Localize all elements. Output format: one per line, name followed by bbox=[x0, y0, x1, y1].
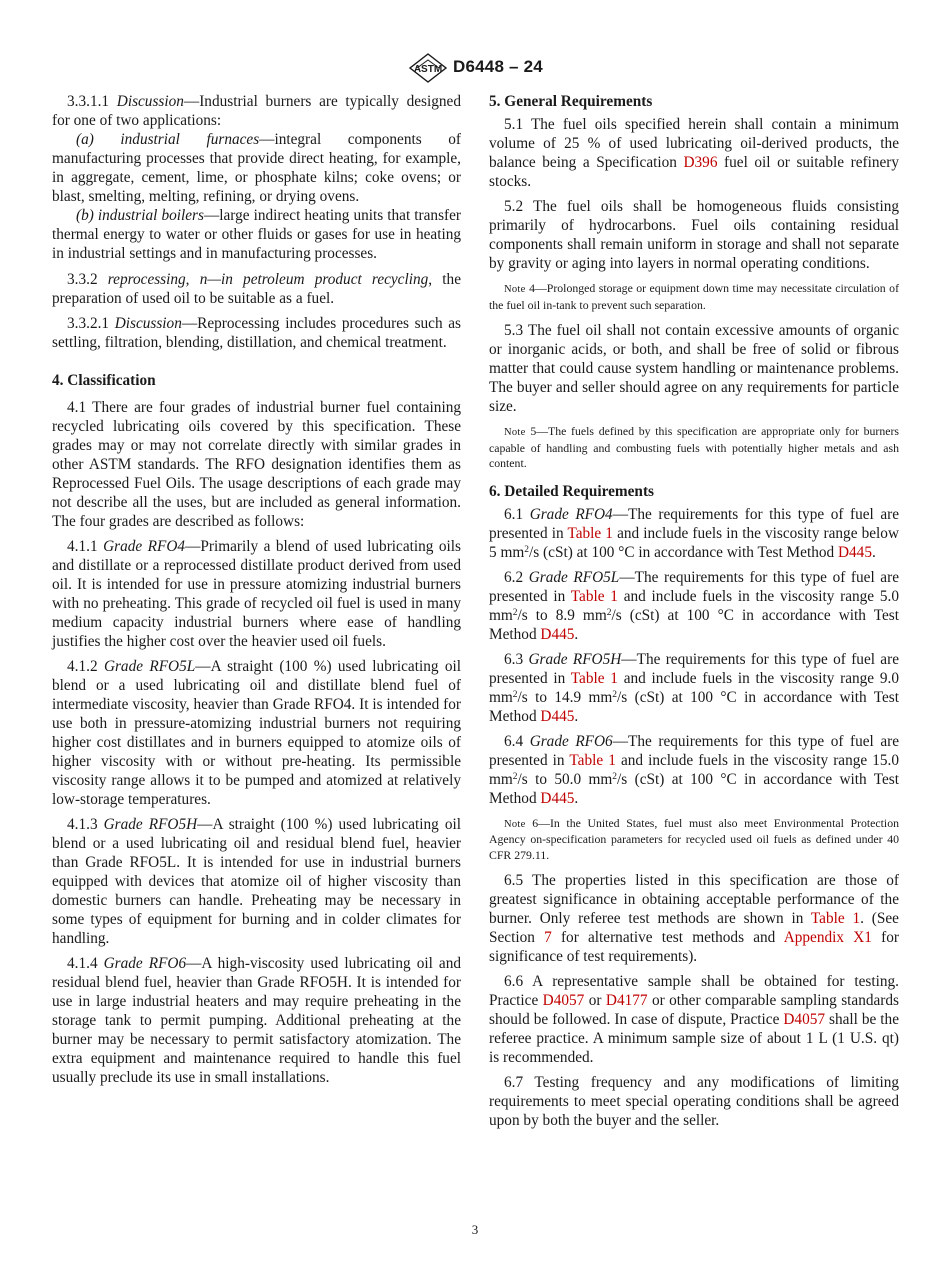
heading-general-requirements: 5. General Requirements bbox=[489, 93, 653, 110]
link-d445[interactable]: D445 bbox=[540, 707, 575, 725]
link-d4057[interactable]: D4057 bbox=[783, 1011, 826, 1028]
astm-logo-icon bbox=[408, 53, 448, 83]
link-d445[interactable]: D445 bbox=[540, 625, 575, 643]
logo-text: ASTM bbox=[413, 64, 443, 75]
section-6-2: 6.2 Grade RFO5L—The requirements for this type of fuel are presented in Table 1 and include fuels in the viscosity range 5.0 $mm^2/s$ to 8.9 $mm^2/s$ (cSt) at 100 °C in accordance with Test Method D445. bbox=[489, 568, 900, 643]
note-5: Note 5—The fuels defined by this specification are appropriate only for burners capable of handling and combusting fuels with potentially higher metals and ash content. bbox=[489, 424, 899, 470]
link-table-1[interactable]: Table 1 bbox=[570, 587, 618, 605]
section-3-3-2-1: 3.3.2.1 Discussion—Reprocessing includes procedures such as settling, filtration, blending, distillation, and chemical treatment. bbox=[52, 315, 461, 351]
left-column bbox=[52, 92, 461, 1093]
section-3-3-2: 3.3.2 reprocessing, n—in petroleum product recycling, the preparation of used oil to be suitable as a fuel. bbox=[52, 271, 461, 307]
right-column bbox=[489, 92, 899, 1136]
link-table-1[interactable]: Table 1 bbox=[567, 524, 613, 542]
link-table-1[interactable]: Table 1 bbox=[570, 669, 618, 687]
section-5-2: 5.2 The fuel oils shall be homogeneous fluids consisting primarily of hydrocarbons. Fuel oils containing residual components shall remain uniform in storage and shall not separate by gravity or aging into layers in normal operating conditions. bbox=[489, 198, 899, 272]
section-6-1: 6.1 Grade RFO4—The requirements for this type of fuel are presented in Table 1 and include fuels in the viscosity range below 5 $mm^2/s$ (cSt) at 100 °C in accordance with Test Method D445. bbox=[489, 505, 899, 561]
section-6-7: 6.7 Testing frequency and any modifications of limiting requirements to meet special operating conditions shall be agreed upon by both the buyer and the seller. bbox=[489, 1074, 899, 1129]
page-number: 3 bbox=[471, 1222, 479, 1237]
link-appendix-x1[interactable]: Appendix X1 bbox=[783, 929, 872, 946]
section-6-5: 6.5 The properties listed in this specification are those of greatest significance in obtaining acceptable performance of the burner. Only referee test methods are shown in Table 1. (See Section 7 for alternative test methods and Appendix X1 for significance of test requirements). bbox=[489, 872, 899, 965]
link-d445[interactable]: D445 bbox=[837, 543, 872, 561]
note-4: Note 4—Prolonged storage or equipment down time may necessitate circulation of the fuel oil in-tank to prevent such separation. bbox=[489, 281, 899, 312]
section-6-4: 6.4 Grade RFO6—The requirements for this type of fuel are presented in Table 1 and include fuels in the viscosity range 15.0 $mm^2/s$ to 50.0 $mm^2/s$ (cSt) at 100 °C in accordance with Test Method D445. bbox=[489, 732, 900, 807]
section-3-3-1-1: 3.3.1.1 Discussion—Industrial burners are typically designed for one of two applications: bbox=[52, 93, 461, 129]
section-5-1: 5.1 The fuel oils specified herein shall contain a minimum volume of 25 % of used lubricating oil-derived products, the balance being a Specification D396 fuel oil or suitable refinery stocks. bbox=[489, 116, 900, 190]
application-a: (a) industrial furnaces—integral components of manufacturing processes that provide direct heating, for example, in aggregate, cement, lime, or phosphate kilns; coke ovens; or blast, smelting, melting, refining, or drying ovens. bbox=[52, 131, 461, 205]
heading-detailed-requirements: 6. Detailed Requirements bbox=[489, 482, 654, 500]
application-b: (b) industrial boilers—large indirect heating units that transfer thermal energy to water or other fluids or gases for use in heating in industrial settings and in manufacturing processes. bbox=[52, 207, 461, 262]
section-4-1: 4.1 There are four grades of industrial burner fuel containing recycled lubricating oils covered by this specification. These grades may or may not correlate directly with similar grades in other ASTM standards. The RFO designation identifies them as Reprocessed Fuel Oils. The usage descriptions of each grade may not describe all the uses, but are included as general information. The four grades are described as follows: bbox=[52, 399, 461, 530]
link-table-1[interactable]: Table 1 bbox=[810, 910, 861, 927]
section-4-1-2: 4.1.2 Grade RFO5L—A straight (100 %) used lubricating oil blend or a used lubricating oil and distillate blend fuel of intermediate viscosity, heavier than Grade RFO4. It is intended for use both in pressure-atomizing industrial burners not requiring higher cost distillates and in burners equipped to atomize oils of higher viscosity with or without pre-heating. Its permissible viscosity range allows it to be pumped and atomized at relatively low-storage temperatures. bbox=[52, 658, 461, 808]
link-d4057[interactable]: D4057 bbox=[542, 992, 585, 1009]
section-6-6: 6.6 A representative sample shall be obtained for testing. Practice D4057 or D4177 or other comparable sampling standards should be followed. In case of dispute, Practice D4057 shall be the referee practice. A minimum sample size of about 1 L (1 U.S. qt) is recommended. bbox=[489, 973, 899, 1066]
section-5-3: 5.3 The fuel oil shall not contain excessive amounts of organic or inorganic acids, or both, and shall be free of solid or fibrous matter that could cause system handling or maintenance problems. The buyer and seller should agree on any requirements for particle size. bbox=[489, 322, 899, 415]
document-id: D6448 – 24 bbox=[453, 57, 543, 76]
link-table-1[interactable]: Table 1 bbox=[569, 751, 616, 769]
link-d4177[interactable]: D4177 bbox=[605, 992, 648, 1009]
section-6-3: 6.3 Grade RFO5H—The requirements for this type of fuel are presented in Table 1 and include fuels in the viscosity range 9.0 $mm^2/s$ to 14.9 $mm^2/s$ (cSt) at 100 °C in accordance with Test Method D445. bbox=[489, 650, 900, 725]
note-6: Note 6—In the United States, fuel must also meet Environmental Protection Agency on-specification parameters for recycled used oil fuels as defined under 40 CFR 279.11. bbox=[489, 815, 899, 862]
section-4-1-4: 4.1.4 Grade RFO6—A high-viscosity used lubricating oil and residual blend fuel, heavier than Grade RFO5H. It is intended for use in large industrial heaters and may require preheating in the storage tank to permit pumping. Additional preheating at the burner may be necessary to permit satisfactory atomization. The extra equipment and maintenance required to handle this fuel usually preclude its use in small installations. bbox=[52, 955, 461, 1086]
heading-classification: 4. Classification bbox=[52, 372, 156, 389]
section-4-1-1: 4.1.1 Grade RFO4—Primarily a blend of used lubricating oils and distillate or a reprocessed distillate product derived from used oil. It is intended for use in pressure atomizing industrial burners with no preheating. This grade of recycled oil fuel is used in many medium capacity industrial burners where ease of handling justifies the higher cost over the heavier used oil fuels. bbox=[52, 538, 462, 650]
page-header bbox=[0, 53, 950, 83]
link-section-7[interactable]: 7 bbox=[544, 929, 552, 946]
link-d396[interactable]: D396 bbox=[683, 154, 718, 171]
link-d445[interactable]: D445 bbox=[540, 789, 575, 807]
section-4-1-3: 4.1.3 Grade RFO5H—A straight (100 %) used lubricating oil blend or a used lubricating oil and residual blend fuel, heavier than Grade RFO5L. It is intended for use in industrial burners equipped with devices that atomize oil of higher viscosity than domestic burners can handle. Preheating may be necessary in some types of equipment for burning and in colder climates for handling. bbox=[52, 816, 462, 947]
